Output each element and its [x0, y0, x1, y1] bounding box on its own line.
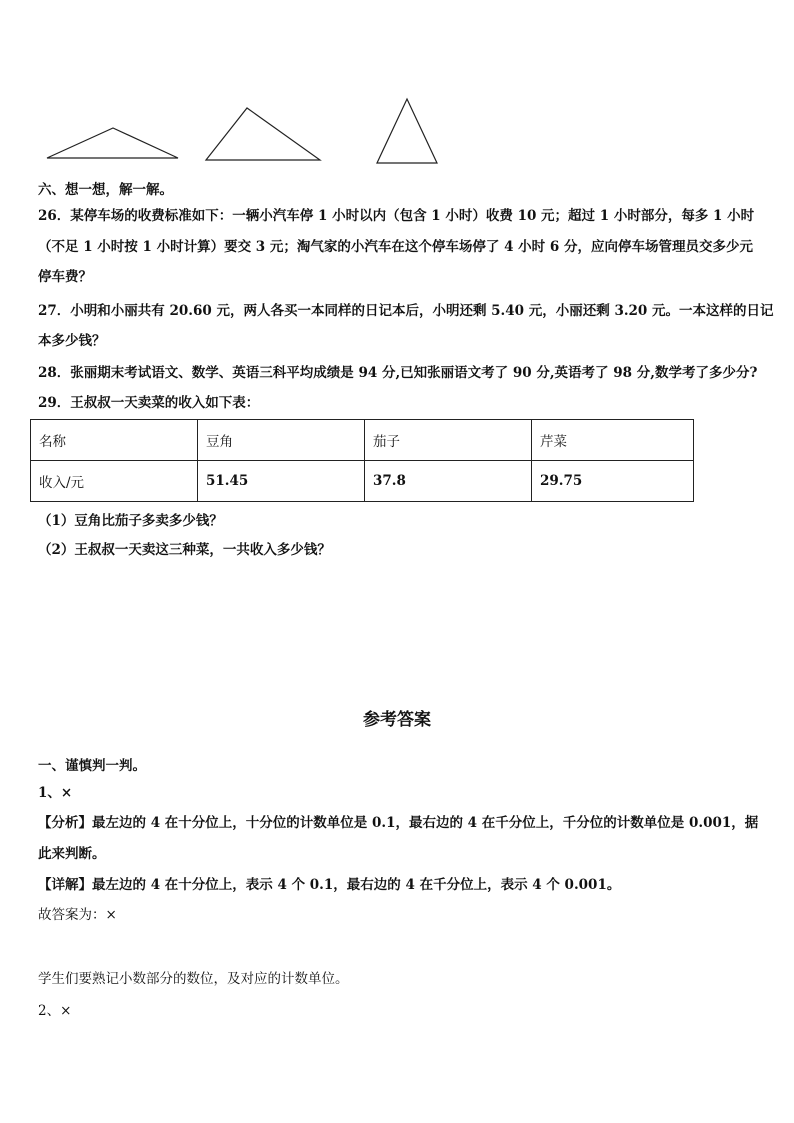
- obtuse-triangle: [47, 128, 178, 158]
- q27-line1: 27．小明和小丽共有 20.60 元，两人各买一本同样的日记本后，小明还剩 5.40 元，小丽还剩 3.20 元。一本这样的日记: [38, 303, 774, 319]
- answer1-label: 1、×: [38, 785, 73, 801]
- table-cell: 豆角: [198, 420, 365, 461]
- answers-section1-heading: 一、谨慎判一判。: [38, 758, 146, 774]
- table-cell: 51.45: [198, 461, 365, 502]
- table-cell: 名称: [31, 420, 198, 461]
- q28-line1: 28．张丽期末考试语文、数学、英语三科平均成绩是 94 分,已知张丽语文考了 90 分,英语考了 98 分,数学考了多少分?: [38, 365, 758, 381]
- q29-sub1: （1）豆角比茄子多卖多少钱？: [38, 513, 223, 529]
- acute-triangle: [377, 99, 437, 163]
- answer2-label: 2、×: [38, 1003, 72, 1019]
- answer1-analysis-line2: 此来判断。: [38, 846, 106, 862]
- answer1-conclusion: 故答案为：×: [38, 907, 117, 923]
- q29-line1: 29．王叔叔一天卖菜的收入如下表：: [38, 395, 260, 411]
- q29-sub2: （2）王叔叔一天卖这三种菜，一共收入多少钱？: [38, 542, 331, 558]
- income-table: [30, 419, 694, 502]
- right-like-triangle: [206, 108, 320, 160]
- answer1-detail: 【详解】最左边的 4 在十分位上，表示 4 个 0.1，最右边的 4 在千分位上，表示 4 个 0.001。: [38, 877, 621, 893]
- table-cell: 29.75: [532, 461, 694, 502]
- table-cell: 茄子: [365, 420, 532, 461]
- table-cell: 收入/元: [31, 461, 198, 502]
- triangles-figure: [0, 0, 794, 170]
- table-row: [31, 461, 694, 502]
- answer1-analysis-line1: 【分析】最左边的 4 在十分位上，十分位的计数单位是 0.1，最右边的 4 在千分位上，千分位的计数单位是 0.001，据: [38, 815, 759, 831]
- q26-line1: 26．某停车场的收费标准如下：一辆小汽车停 1 小时以内（包含 1 小时）收费 10 元；超过 1 小时部分，每多 1 小时: [38, 208, 755, 224]
- q26-line3: 停车费？: [38, 269, 92, 285]
- answers-title: 参考答案: [363, 710, 431, 730]
- table-cell: 37.8: [365, 461, 532, 502]
- answer1-note: 学生们要熟记小数部分的数位，及对应的计数单位。: [38, 971, 349, 987]
- table-row: [31, 420, 694, 461]
- q26-line2: （不足 1 小时按 1 小时计算）要交 3 元；淘气家的小汽车在这个停车场停了 4 小时 6 分，应向停车场管理员交多少元: [38, 239, 753, 255]
- section6-heading: 六、想一想，解一解。: [38, 182, 173, 198]
- table-cell: 芹菜: [532, 420, 694, 461]
- q27-line2: 本多少钱？: [38, 333, 106, 349]
